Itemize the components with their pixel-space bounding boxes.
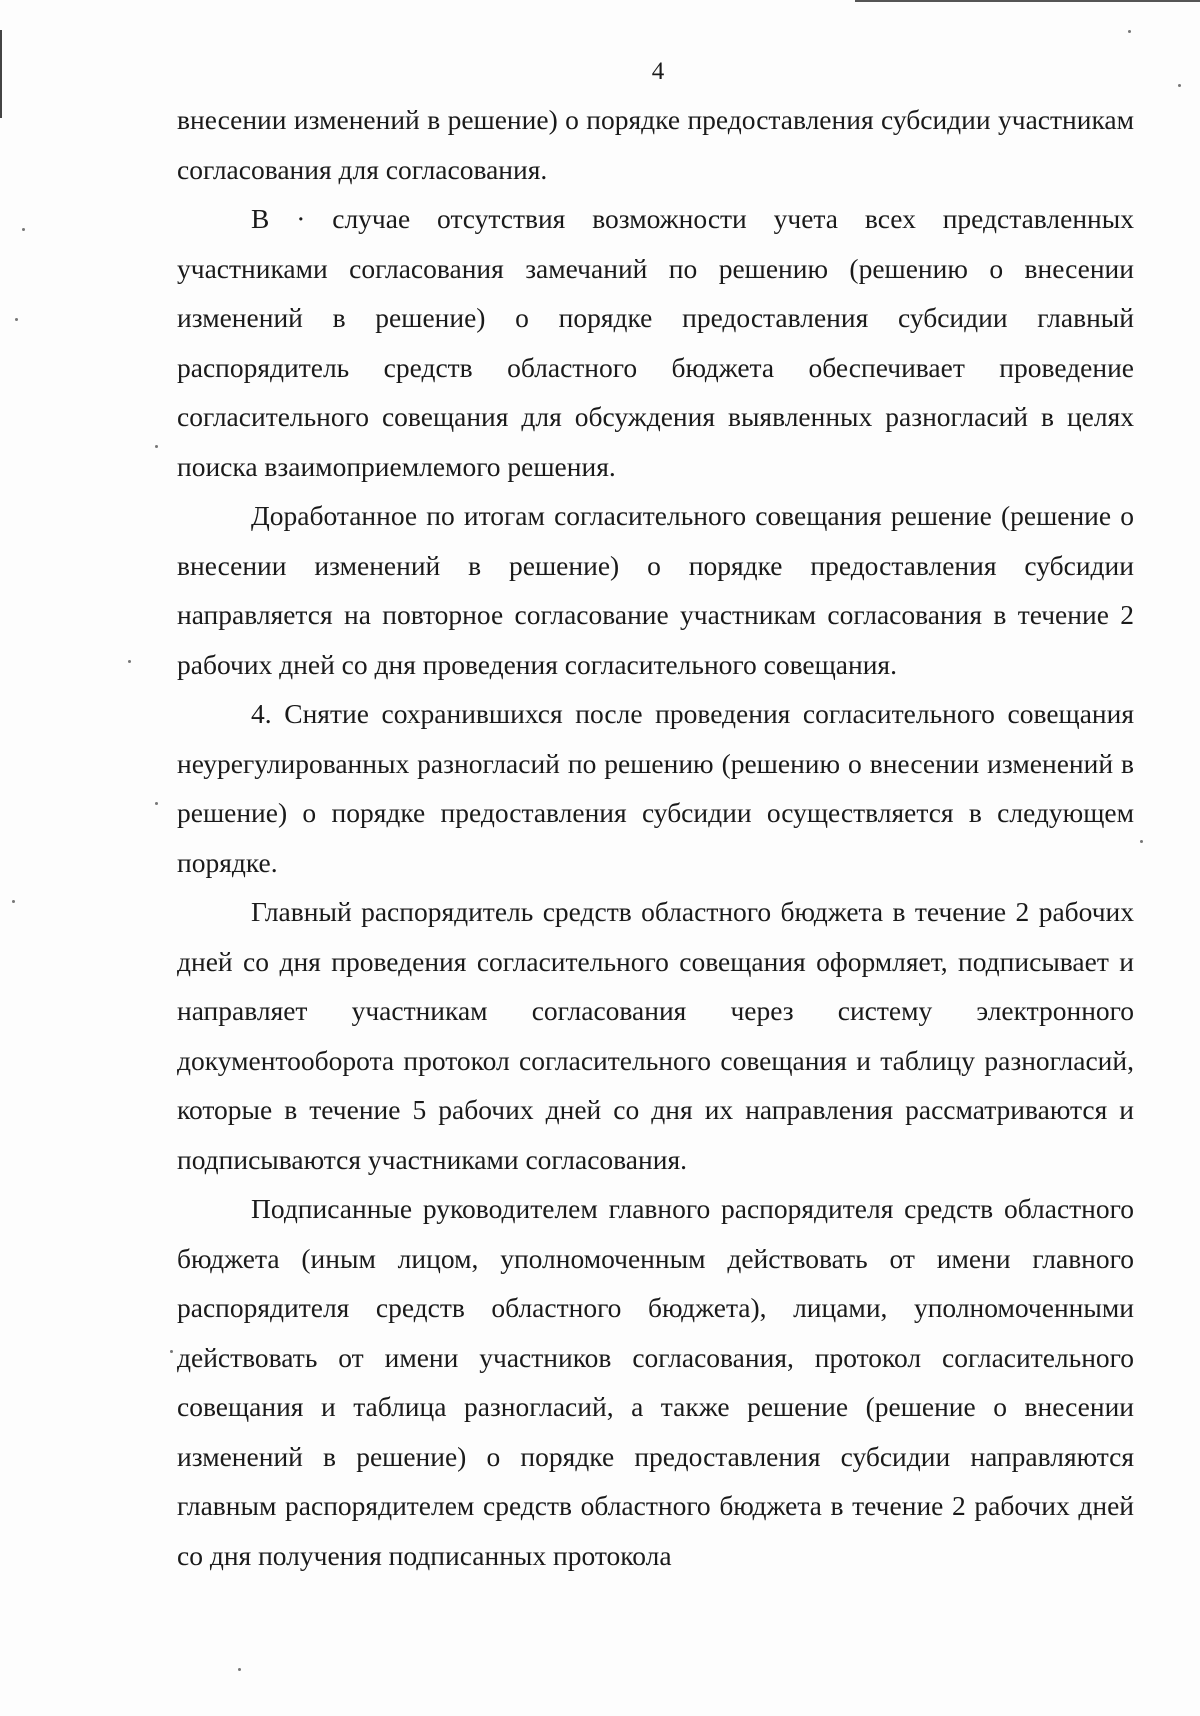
- paragraph-signed-documents: Подписанные руководителем главного распорядителя средств областного бюджета (иным лицом, уполномоченным действовать от имени главного распорядителя средств областного бюджета), лицами, уполномоченными действовать от имени участников согласования, протокол согласительного совещания и таблица разногласий, а также решение (решение о внесении изменений в решение) о порядке предоставления субсидии направляются главным распорядителем средств областного бюджета в течение 2 рабочих дней со дня получения подписанных протокола: [177, 1193, 1134, 1571]
- scan-speck: [1128, 30, 1131, 33]
- document-body: [177, 95, 1134, 1580]
- paragraph-no-consensus: В · случае отсутствия возможности учета всех представленных участниками согласования замечаний по решению (решению о внесении изменений в решение) о порядке предоставления субсидии главный распорядитель средств областного бюджета обеспечивает проведение согласительного совещания для обсуждения выявленных разногласий в целях поиска взаимоприемлемого решения.: [177, 203, 1134, 482]
- paragraph-continuation: внесении изменений в решение) о порядке предоставления субсидии участникам согласования для согласования.: [177, 104, 1134, 185]
- scan-speck: [155, 445, 158, 448]
- scan-speck: [155, 802, 158, 805]
- scan-speck: [22, 228, 25, 231]
- paragraph-protocol-signing: Главный распорядитель средств областного бюджета в течение 2 рабочих дней со дня проведения согласительного совещания оформляет, подписывает и направляет участникам согласования через систему электронного документооборота протокол согласительного совещания и таблицу разногласий, которые в течение 5 рабочих дней со дня их направления рассматриваются и подписываются участниками согласования.: [177, 896, 1134, 1175]
- scan-speck: [238, 1668, 241, 1671]
- scan-speck: [128, 660, 131, 663]
- scan-speck: [170, 1350, 173, 1353]
- scan-speck: [15, 318, 18, 321]
- paragraph-item-4: 4. Снятие сохранившихся после проведения согласительного совещания неурегулированных разногласий по решению (решению о внесении изменений в решение) о порядке предоставления субсидии осуществляется в следующем порядке.: [177, 698, 1134, 878]
- page-number: 4: [651, 58, 665, 85]
- paragraph-revised-decision: Доработанное по итогам согласительного совещания решение (решение о внесении изменений в решение) о порядке предоставления субсидии направляется на повторное согласование участникам согласования в течение 2 рабочих дней со дня проведения согласительного совещания.: [177, 500, 1134, 680]
- scan-speck: [1178, 84, 1181, 87]
- scan-top-edge-line: [855, 0, 1200, 2]
- scan-speck: [1140, 840, 1143, 843]
- scan-speck: [12, 900, 15, 903]
